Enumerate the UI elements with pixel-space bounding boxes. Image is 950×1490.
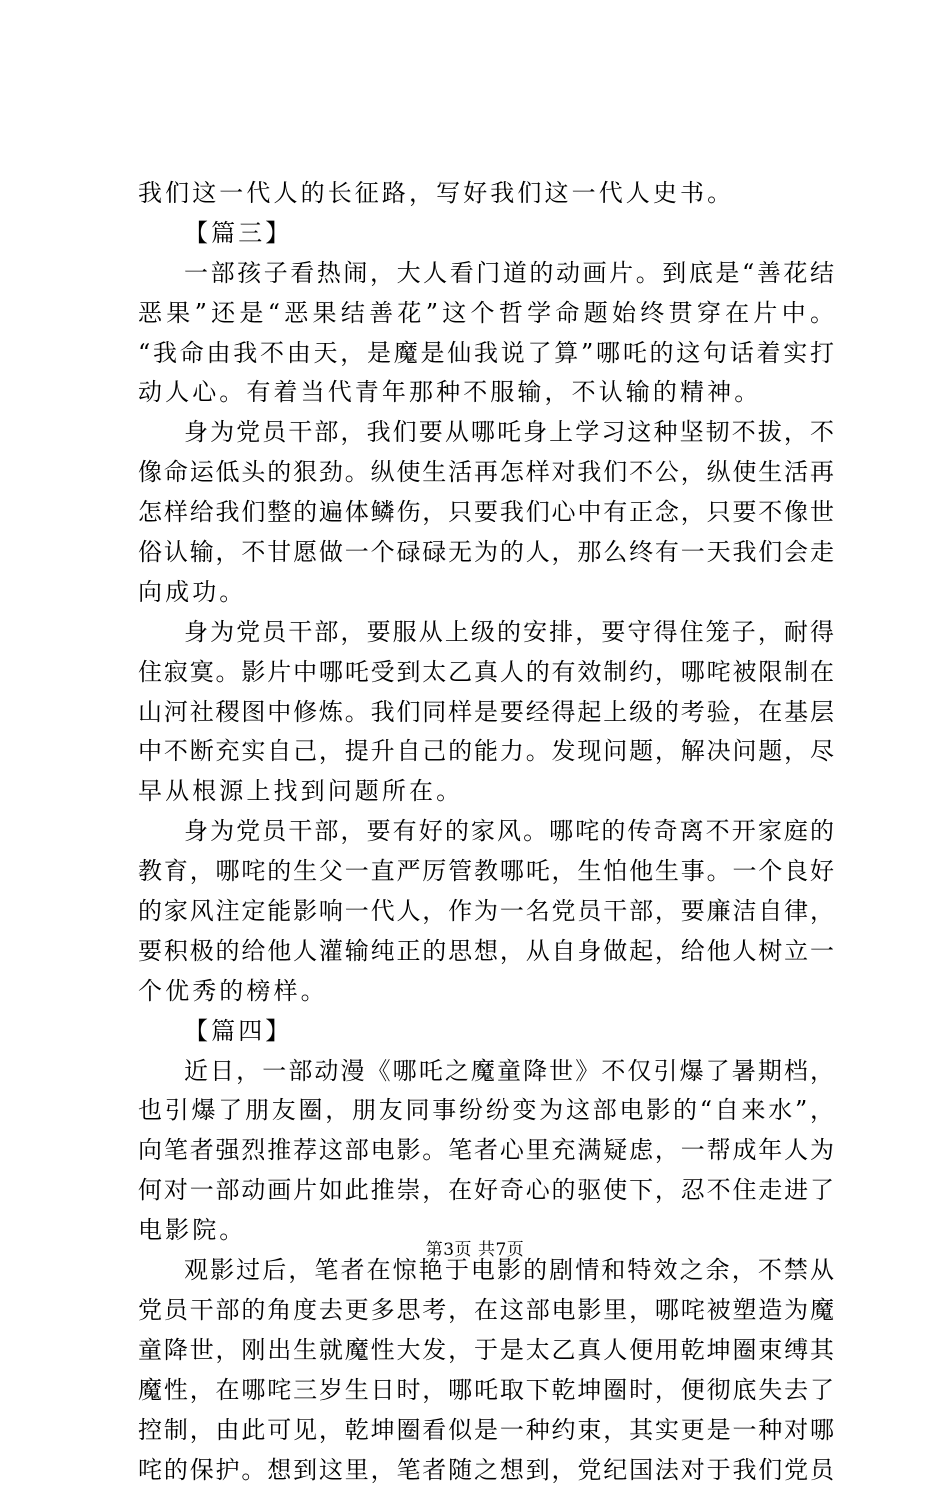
text-line: 的家风注定能影响一代人，作为一名党员干部，要廉洁自律， (138, 892, 834, 932)
text-line: 魔性，在哪咤三岁生日时，哪吒取下乾坤圈时，便彻底失去了 (138, 1371, 834, 1411)
text-line: 身为党员干部，要有好的家风。哪咤的传奇离不开家庭的 (138, 812, 834, 852)
text-line: 住寂寞。影片中哪吒受到太乙真人的有效制约，哪咤被限制在 (138, 653, 834, 693)
text-line: 何对一部动画片如此推崇，在好奇心的驱使下，忍不住走进了 (138, 1171, 834, 1211)
text-line: 个优秀的榜样。 (138, 972, 834, 1012)
text-line: 身为党员干部，要服从上级的安排，要守得住笼子，耐得 (138, 613, 834, 653)
text-line: 电影院。 (138, 1211, 834, 1251)
text-line: 像命运低头的狠劲。纵使生活再怎样对我们不公，纵使生活再 (138, 453, 834, 493)
text-line: 一部孩子看热闹，大人看门道的动画片。到底是“善花结 (138, 254, 834, 294)
text-line: 早从根源上找到问题所在。 (138, 772, 834, 812)
text-line: 观影过后，笔者在惊艳于电影的剧情和特效之余，不禁从 (138, 1251, 834, 1291)
text-line: 党员干部的角度去更多思考，在这部电影里，哪咤被塑造为魔 (138, 1291, 834, 1331)
text-line: 我们这一代人的长征路，写好我们这一代人史书。 (138, 174, 834, 214)
text-line: 山河社稷图中修炼。我们同样是要经得起上级的考验，在基层 (138, 693, 834, 733)
text-line: 向成功。 (138, 573, 834, 613)
text-line: 【篇三】 (138, 214, 834, 254)
text-line: 也引爆了朋友圈，朋友同事纷纷变为这部电影的“自来水”， (138, 1091, 834, 1131)
text-line: 中不断充实自己，提升自己的能力。发现问题，解决问题，尽 (138, 732, 834, 772)
page-footer: 第3页 共7页 (0, 1238, 950, 1262)
text-line: 俗认输，不甘愿做一个碌碌无为的人，那么终有一天我们会走 (138, 533, 834, 573)
text-line: 咤的保护。想到这里，笔者随之想到，党纪国法对于我们党员 (138, 1451, 834, 1490)
text-line: “我命由我不由天，是魔是仙我说了算”哪吒的这句话着实打 (138, 334, 834, 374)
text-line: 要积极的给他人灌输纯正的思想，从自身做起，给他人树立一 (138, 932, 834, 972)
text-line: 控制，由此可见，乾坤圈看似是一种约束，其实更是一种对哪 (138, 1411, 834, 1451)
text-line: 教育，哪咤的生父一直严厉管教哪吒，生怕他生事。一个良好 (138, 852, 834, 892)
body-text (138, 174, 834, 1490)
text-line: 向笔者强烈推荐这部电影。笔者心里充满疑虑，一帮成年人为 (138, 1131, 834, 1171)
text-line: 动人心。有着当代青年那种不服输，不认输的精神。 (138, 373, 834, 413)
text-line: 身为党员干部，我们要从哪吒身上学习这种坚韧不拔，不 (138, 413, 834, 453)
text-line: 怎样给我们整的遍体鳞伤，只要我们心中有正念，只要不像世 (138, 493, 834, 533)
text-line: 近日，一部动漫《哪吒之魔童降世》不仅引爆了暑期档， (138, 1052, 834, 1092)
text-line: 恶果”还是“恶果结善花”这个哲学命题始终贯穿在片中。 (138, 294, 834, 334)
text-line: 童降世，刚出生就魔性大发，于是太乙真人便用乾坤圈束缚其 (138, 1331, 834, 1371)
text-line: 【篇四】 (138, 1012, 834, 1052)
